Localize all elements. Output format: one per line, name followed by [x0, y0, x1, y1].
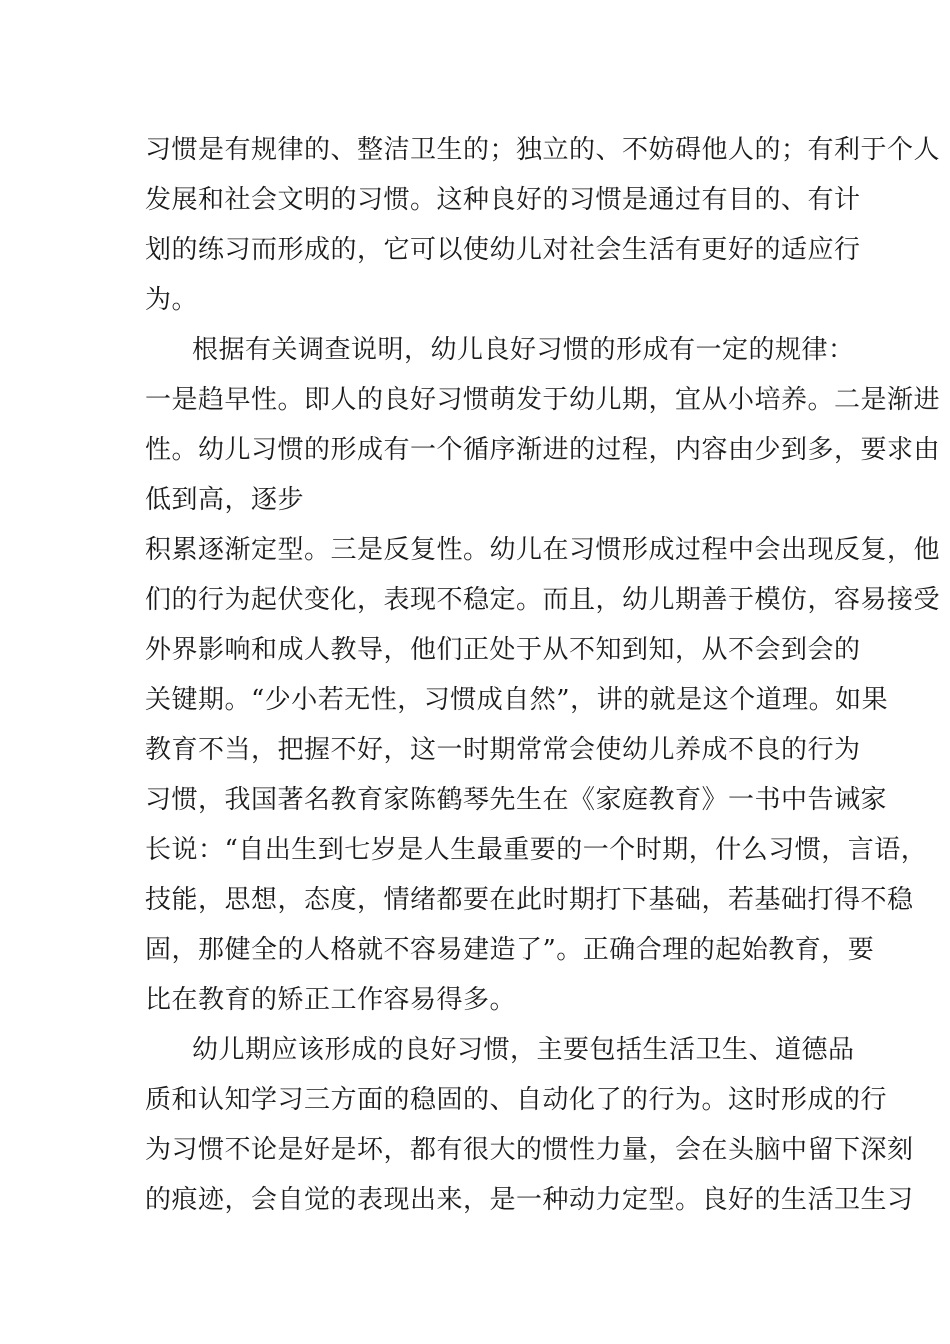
text-line: 为习惯不论是好是坏，都有很大的惯性力量，会在头脑中留下深刻 — [145, 1135, 914, 1165]
text-line: 积累逐渐定型。三是反复性。幼儿在习惯形成过程中会出现反复，他 — [145, 535, 941, 565]
text-line: 的痕迹，会自觉的表现出来，是一种动力定型。良好的生活卫生习 — [145, 1185, 914, 1215]
text-line: 固，那健全的人格就不容易建造了”。正确合理的起始教育，要 — [145, 935, 875, 965]
text-line: 性。幼儿习惯的形成有一个循序渐进的过程，内容由少到多，要求由 — [145, 435, 941, 465]
paragraph-first-line: 根据有关调查说明，幼儿良好习惯的形成有一定的规律： — [192, 335, 855, 365]
text-line: 技能，思想，态度，情绪都要在此时期打下基础，若基础打得不稳 — [145, 885, 914, 915]
text-line: 关键期。“少小若无性，习惯成自然”，讲的就是这个道理。如果 — [145, 685, 889, 715]
paragraph-first-line: 幼儿期应该形成的良好习惯，主要包括生活卫生、道德品 — [192, 1035, 855, 1065]
text-line: 质和认知学习三方面的稳固的、自动化了的行为。这时形成的行 — [145, 1085, 888, 1115]
text-line: 教育不当，把握不好，这一时期常常会使幼儿养成不良的行为 — [145, 735, 861, 765]
text-line: 一是趋早性。即人的良好习惯萌发于幼儿期，宜从小培养。二是渐进 — [145, 385, 941, 415]
text-line: 比在教育的矫正工作容易得多。 — [145, 985, 517, 1015]
text-line: 们的行为起伏变化，表现不稳定。而且，幼儿期善于模仿，容易接受 — [145, 585, 941, 615]
text-line: 外界影响和成人教导，他们正处于从不知到知，从不会到会的 — [145, 635, 861, 665]
text-line: 习惯，我国著名教育家陈鹤琴先生在《家庭教育》一书中告诫家 — [145, 785, 888, 815]
text-line: 发展和社会文明的习惯。这种良好的习惯是通过有目的、有计 — [145, 185, 861, 215]
text-line: 长说：“自出生到七岁是人生最重要的一个时期，什么习惯，言语， — [145, 835, 928, 865]
text-line: 低到高，逐步 — [145, 485, 305, 515]
text-line: 划的练习而形成的，它可以使幼儿对社会生活有更好的适应行 — [145, 235, 861, 265]
text-line: 习惯是有规律的、整洁卫生的；独立的、不妨碍他人的；有利于个人 — [145, 135, 941, 165]
text-line: 为。 — [145, 285, 199, 315]
